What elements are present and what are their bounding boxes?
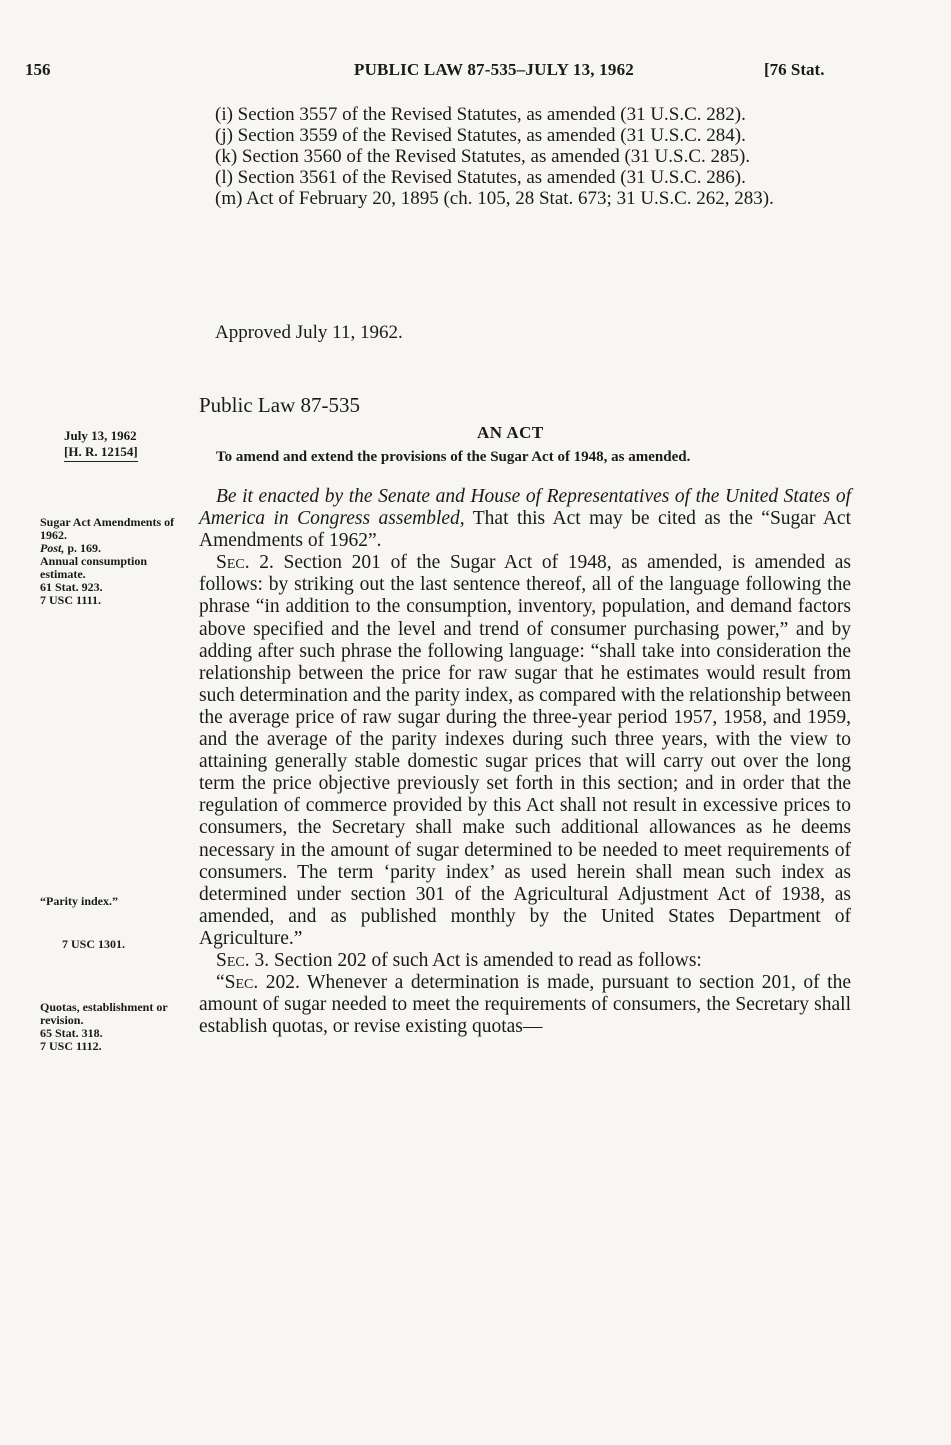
enacting-clause: Be it enacted by the Senate and House of Representatives of the United States of America in Congress assembled, bbox=[199, 486, 851, 530]
volume-reference: [76 Stat. bbox=[764, 60, 825, 79]
repeal-item-i: (i) Section 3557 of the Revised Statutes, as amended (31 U.S.C. 282). bbox=[215, 104, 746, 125]
post-ref-page: p. 169. bbox=[64, 541, 102, 555]
repealed-sections-list bbox=[199, 104, 854, 209]
margin-note-usc-1111: 7 USC 1111. bbox=[40, 593, 102, 607]
margin-note-quotas-text: Quotas, establishment or revision. bbox=[40, 1000, 168, 1027]
repeal-item-l: (l) Section 3561 of the Revised Statutes, as amended (31 U.S.C. 286). bbox=[215, 167, 746, 188]
bill-number: [H. R. 12154] bbox=[64, 444, 138, 462]
section-202-text: Whenever a determination is made, pursuant to section 201, of the amount of sugar needed to meet the requirements of consumers, the Secretary shall establish quotas, or revise existing quotas— bbox=[199, 972, 852, 1038]
section-2-label: Sec. 2. bbox=[216, 552, 274, 574]
approval-line: Approved July 11, 1962. bbox=[215, 322, 403, 343]
section-3-label: Sec. 3. bbox=[216, 949, 270, 971]
section-202-label: “Sec. 202. bbox=[216, 972, 300, 994]
law-date: July 13, 1962 bbox=[64, 428, 137, 443]
margin-note-consumption: Annual consumption estimate. bbox=[40, 554, 148, 581]
margin-note-parity-index: “Parity index.” bbox=[40, 894, 118, 908]
act-purpose: To amend and extend the provisions of the Sugar Act of 1948, as amended. bbox=[216, 449, 691, 465]
page-number: 156 bbox=[25, 60, 51, 79]
margin-note-usc-1301: 7 USC 1301. bbox=[62, 937, 126, 951]
repeal-item-j: (j) Section 3559 of the Revised Statutes, as amended (31 U.S.C. 284). bbox=[215, 125, 746, 146]
act-body bbox=[199, 486, 851, 1038]
margin-note-short-title: Sugar Act Amendments of 1962. bbox=[40, 515, 175, 542]
law-title: Public Law 87-535 bbox=[199, 393, 360, 417]
section-2-paragraph bbox=[199, 552, 851, 950]
section-3-text: Section 202 of such Act is amended to read as follows: bbox=[269, 949, 702, 971]
repeal-item-k: (k) Section 3560 of the Revised Statutes, as amended (31 U.S.C. 285). bbox=[215, 146, 751, 167]
repeal-item-m: (m) Act of February 20, 1895 (ch. 105, 28 Stat. 673; 31 U.S.C. 262, 283). bbox=[215, 188, 774, 209]
margin-note-quotas bbox=[40, 1001, 180, 1053]
enacting-paragraph bbox=[199, 486, 851, 552]
section-3-paragraph bbox=[199, 950, 851, 972]
section-2-text: Section 201 of the Sugar Act of 1948, as amended, is amended as follows: by striking out the last sentence thereof, all of the language following the phrase “in addition to the consumption, inventory, population, and demand factors above specified and the level and trend of consumer purchasing power,” and by adding after such phrase the following language: “shall take into consideration the relationship between the price for raw sugar that he estimates would result from such determination and the parity index, as compared with the relationship between the average price of raw sugar during the three-year period 1957, 1958, and 1959, and the average of the parity indexes during such three years, with the view to attaining generally stable domestic sugar prices that will carry out over the long term the price objective previously set forth in this section; and in order that the regulation of commerce provided by this Act shall not result in excessive prices to consumers, the Secretary shall make such additional allowances as he deems necessary in the amount of sugar determined to be needed to meet requirements of consumers. The term ‘parity index’ as used herein shall mean such index as determined under section 301 of the Agricultural Adjustment Act of 1938, as amended, and as published monthly by the United States Department of Agriculture.” bbox=[199, 552, 851, 949]
running-title: PUBLIC LAW 87-535–JULY 13, 1962 bbox=[354, 60, 634, 79]
margin-note-stat-318: 65 Stat. 318. bbox=[40, 1026, 103, 1040]
post-ref-italic: Post, bbox=[40, 541, 65, 555]
law-date-note bbox=[64, 428, 138, 462]
act-heading: AN ACT bbox=[477, 423, 544, 442]
margin-note-stat-923: 61 Stat. 923. bbox=[40, 580, 103, 594]
margin-note-usc-1112: 7 USC 1112. bbox=[40, 1039, 102, 1053]
running-header bbox=[0, 60, 951, 90]
short-title-text: That this Act may be cited as the “Sugar Act Amendments of 1962”. bbox=[199, 508, 851, 552]
section-202-paragraph bbox=[199, 972, 851, 1038]
margin-note-sugar-amendments bbox=[40, 516, 180, 607]
